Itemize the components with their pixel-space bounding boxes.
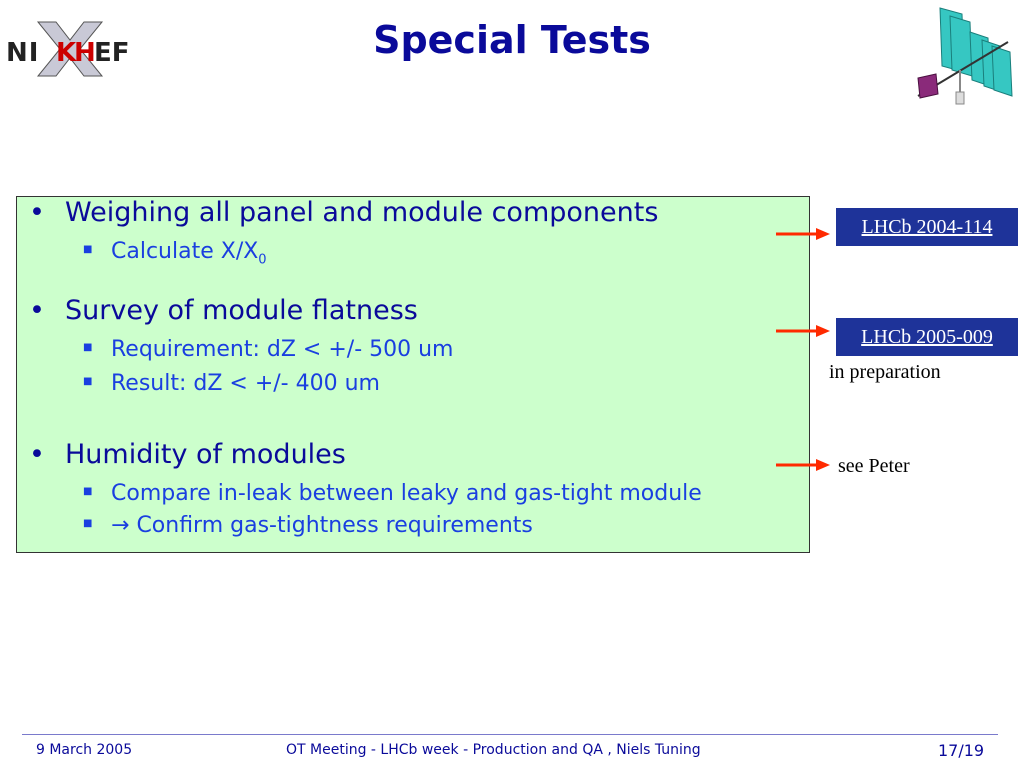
ref-link-lhcb-2004-114[interactable]: LHCb 2004-114 [836, 208, 1018, 246]
sub-bullet-square: ■ [83, 243, 93, 255]
sub-bullet-text: Result: dZ < +/- 400 um [111, 371, 380, 396]
note-see-peter: see Peter [838, 455, 910, 477]
svg-text:H: H [74, 38, 96, 68]
red-arrow-icon [776, 324, 830, 338]
ref-link-lhcb-2005-009[interactable]: LHCb 2005-009 [836, 318, 1018, 356]
sub-bullet-text: Confirm gas-tightness requirements [136, 513, 533, 538]
bullet-weighing [29, 197, 658, 228]
svg-text:EF: EF [94, 38, 130, 68]
sub-bullet-confirm [83, 513, 533, 538]
bullet-humidity [29, 439, 346, 470]
footer-date: 9 March 2005 [36, 742, 133, 758]
slide-title: Special Tests [373, 18, 651, 62]
sub-bullet-result [83, 371, 380, 396]
bullet-dot: • [29, 439, 45, 470]
bullet-heading: Humidity of modules [65, 439, 346, 470]
sub-bullet-requirement [83, 337, 453, 362]
bullet-heading: Weighing all panel and module components [65, 197, 659, 228]
footer-divider [22, 734, 998, 735]
sub-bullet-square: ■ [83, 375, 93, 387]
sub-bullet-compare [83, 481, 702, 506]
sub-bullet-text: Calculate X/X [111, 239, 259, 264]
bullet-dot: • [29, 295, 45, 326]
bullet-heading: Survey of module flatness [65, 295, 418, 326]
sub-bullet-text: Compare in-leak between leaky and gas-tight module [111, 481, 702, 506]
bullet-dot: • [29, 197, 45, 228]
sub-bullet-square: ■ [83, 341, 93, 353]
svg-text:K: K [56, 38, 77, 68]
bullet-survey [29, 295, 418, 326]
red-arrow-icon [776, 227, 830, 241]
sub-bullet-calculate [83, 239, 267, 267]
sub-bullet-square: ■ [83, 485, 93, 497]
content-box [16, 196, 810, 553]
sub-bullet-square: ■ [83, 517, 93, 529]
detector-illustration [912, 2, 1020, 110]
sub-bullet-text: Requirement: dZ < +/- 500 um [111, 337, 454, 362]
page-number: 17/19 [938, 741, 985, 760]
subscript-zero: 0 [258, 252, 267, 268]
svg-text:NI: NI [6, 38, 40, 68]
red-arrow-icon [776, 458, 830, 472]
right-arrow-icon: → [111, 513, 130, 538]
footer-center-text: OT Meeting - LHCb week - Production and QA , Niels Tuning [286, 742, 701, 758]
note-in-preparation: in preparation [829, 361, 941, 383]
